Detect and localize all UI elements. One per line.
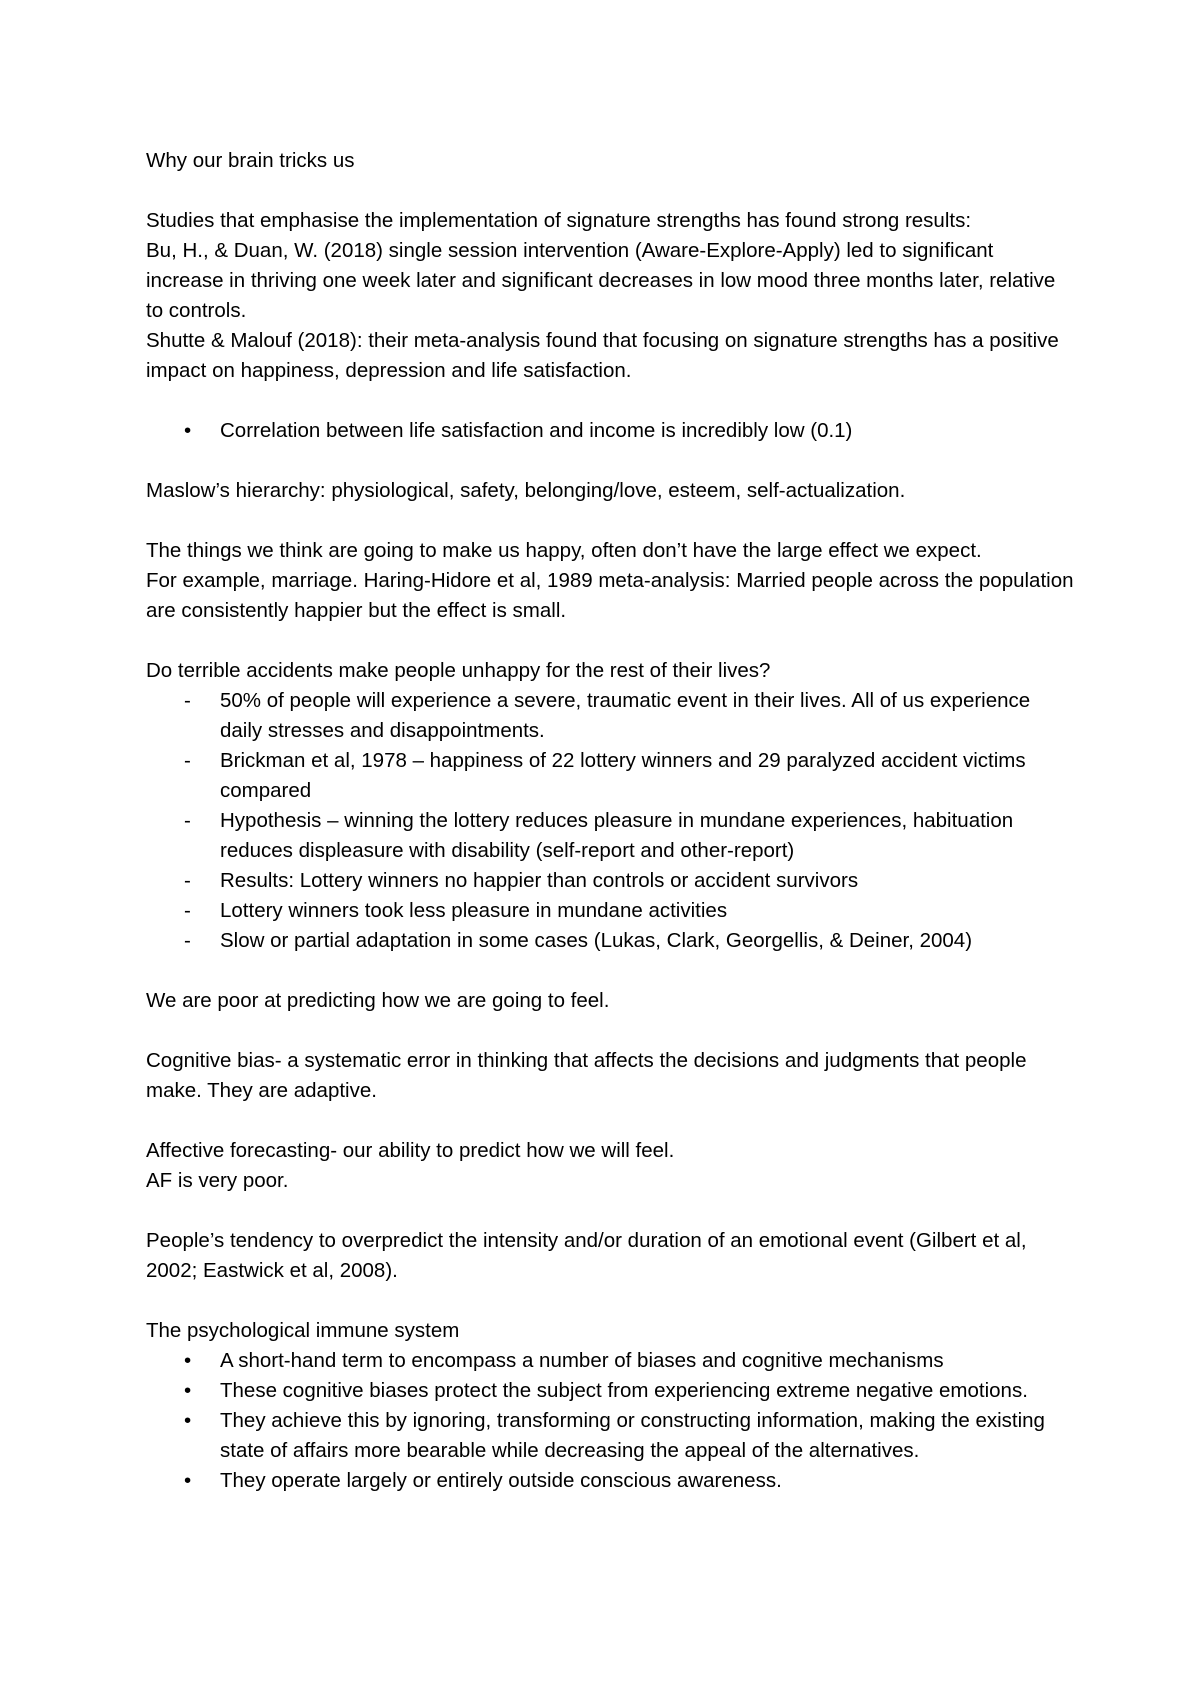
dash-marker: - <box>184 899 191 922</box>
immune-bullet-list <box>146 1346 1076 1496</box>
list-item: • Correlation between life satisfaction and income is incredibly low (0.1) <box>146 416 1076 446</box>
list-item: • They operate largely or entirely outside conscious awareness. <box>146 1466 1076 1496</box>
paragraph-predicting: We are poor at predicting how we are going to feel. <box>146 989 610 1012</box>
paragraph-accidents-question: Do terrible accidents make people unhappy for the rest of their lives? <box>146 659 771 682</box>
dash-marker: - <box>184 809 191 832</box>
paragraph-af-poor: AF is very poor. <box>146 1169 289 1192</box>
paragraph-marriage: For example, marriage. Haring-Hidore et al, 1989 meta-analysis: Married people across the population are consistently happier but the effect is small. <box>146 569 1074 622</box>
list-item: • A short-hand term to encompass a number of biases and cognitive mechanisms <box>146 1346 1076 1376</box>
paragraph-cognitive-bias: Cognitive bias- a systematic error in thinking that affects the decisions and judgments that people make. They are adaptive. <box>146 1049 1027 1102</box>
list-item: - 50% of people will experience a severe, traumatic event in their lives. All of us experience daily stresses and disappointments. <box>146 686 1076 746</box>
bullet-marker: • <box>184 419 192 442</box>
list-item: • These cognitive biases protect the subject from experiencing extreme negative emotions. <box>146 1376 1076 1406</box>
bullet-marker: • <box>184 1379 192 1402</box>
paragraph-affective-forecasting: Affective forecasting- our ability to predict how we will feel. <box>146 1139 675 1162</box>
list-item: - Results: Lottery winners no happier than controls or accident survivors <box>146 866 1076 896</box>
income-bullet-list <box>146 416 1076 446</box>
bullet-marker: • <box>184 1349 192 1372</box>
bullet-marker: • <box>184 1409 192 1432</box>
document-title: Why our brain tricks us <box>146 149 355 172</box>
list-item: • They achieve this by ignoring, transforming or constructing information, making the existing state of affairs more bearable while decreasing the appeal of the alternatives. <box>146 1406 1076 1466</box>
dash-marker: - <box>184 869 191 892</box>
paragraph-shutte-malouf: Shutte & Malouf (2018): their meta-analysis found that focusing on signature strengths has a positive impact on happiness, depression and life satisfaction. <box>146 329 1059 382</box>
list-item: - Hypothesis – winning the lottery reduces pleasure in mundane experiences, habituation reduces displeasure with disability (self-report and other-report) <box>146 806 1076 866</box>
section-heading-immune-system: The psychological immune system <box>146 1319 460 1342</box>
dash-marker: - <box>184 749 191 772</box>
bullet-marker: • <box>184 1469 192 1492</box>
paragraph-maslow: Maslow’s hierarchy: physiological, safety, belonging/love, esteem, self-actualization. <box>146 479 906 502</box>
list-item: - Lottery winners took less pleasure in mundane activities <box>146 896 1076 926</box>
paragraph-bu-duan: Bu, H., & Duan, W. (2018) single session intervention (Aware-Explore-Apply) led to significant increase in thriving one week later and significant decreases in low mood three months later, relative to controls. <box>146 239 1056 322</box>
paragraph-overpredict: People’s tendency to overpredict the intensity and/or duration of an emotional event (Gilbert et al, 2002; Eastwick et al, 2008). <box>146 1229 1027 1282</box>
dash-marker: - <box>184 929 191 952</box>
list-item: - Slow or partial adaptation in some cases (Lukas, Clark, Georgellis, & Deiner, 2004) <box>146 926 1076 956</box>
list-item: - Brickman et al, 1978 – happiness of 22 lottery winners and 29 paralyzed accident victims compared <box>146 746 1076 806</box>
document-body <box>146 146 1076 1496</box>
accidents-dash-list <box>146 686 1076 956</box>
paragraph-strengths-intro: Studies that emphasise the implementation of signature strengths has found strong results: <box>146 209 972 232</box>
dash-marker: - <box>184 689 191 712</box>
paragraph-expectations: The things we think are going to make us happy, often don’t have the large effect we expect. <box>146 539 982 562</box>
